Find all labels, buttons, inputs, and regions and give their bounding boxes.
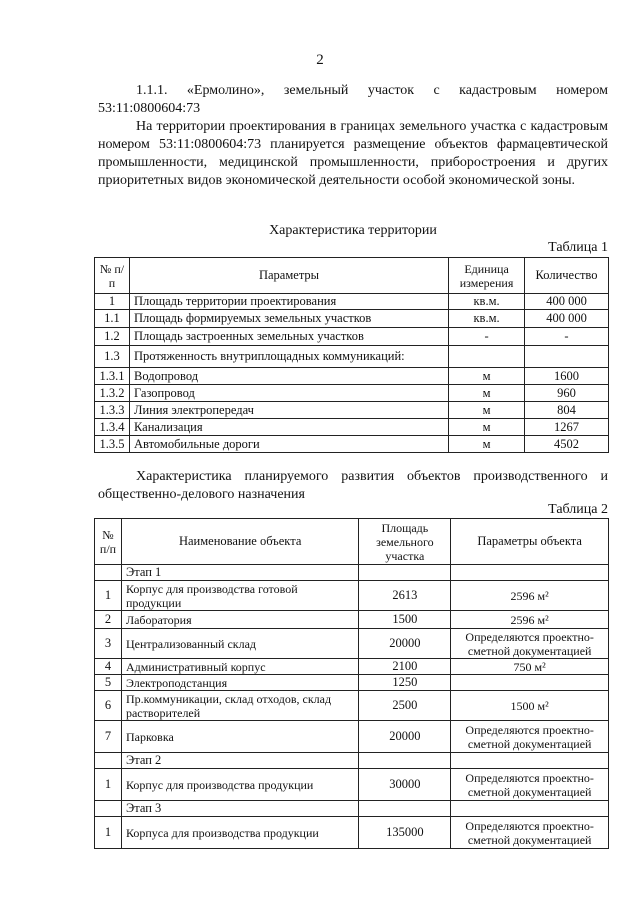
table-row — [95, 769, 609, 801]
row-num: 4 — [95, 659, 122, 675]
header-num: № п/п — [95, 258, 130, 294]
table-row — [95, 691, 609, 721]
row-params: Определяются проектно-сметной документацией — [451, 629, 609, 659]
row-area: 20000 — [359, 721, 451, 753]
stage-row — [95, 565, 609, 581]
row-param: Площадь застроенных земельных участков — [129, 328, 448, 346]
row-param: Автомобильные дороги — [129, 436, 448, 453]
row-qty: 4502 — [525, 436, 609, 453]
row-param: Канализация — [129, 419, 448, 436]
table-row — [95, 328, 609, 346]
row-num: 1.1 — [95, 310, 130, 328]
row-num: 7 — [95, 721, 122, 753]
row-num: 2 — [95, 611, 122, 629]
row-num: 1 — [95, 581, 122, 611]
row-name: Пр.коммуникации, склад отходов, склад растворителей — [121, 691, 358, 721]
stage-empty-cell — [95, 801, 122, 817]
territory-table — [94, 257, 609, 453]
row-param: Линия электропередач — [129, 402, 448, 419]
row-area: 135000 — [359, 817, 451, 849]
row-unit: кв.м. — [449, 294, 525, 310]
row-area: 2613 — [359, 581, 451, 611]
row-num: 5 — [95, 675, 122, 691]
table1-number: Таблица 1 — [548, 240, 608, 255]
row-qty: 804 — [525, 402, 609, 419]
table-row — [95, 310, 609, 328]
row-param: Площадь территории проектирования — [129, 294, 448, 310]
row-unit: м — [449, 368, 525, 385]
stage-row — [95, 753, 609, 769]
table-row — [95, 294, 609, 310]
stage-empty-cell — [359, 801, 451, 817]
row-area: 1500 — [359, 611, 451, 629]
row-qty: 400 000 — [525, 294, 609, 310]
table-row — [95, 385, 609, 402]
row-name: Корпус для производства продукции — [121, 769, 358, 801]
row-num: 1.3 — [95, 346, 130, 368]
row-params: 1500 м² — [451, 691, 609, 721]
development-table — [94, 518, 609, 849]
row-qty: 1267 — [525, 419, 609, 436]
stage-empty-cell — [451, 565, 609, 581]
header-num: № п/п — [95, 519, 122, 565]
table2-caption: Характеристика планируемого развития объектов производственного и общественно-делового назначения — [98, 469, 608, 502]
row-params: Определяются проектно-сметной документацией — [451, 817, 609, 849]
row-num: 1.2 — [95, 328, 130, 346]
row-params: Определяются проектно-сметной документацией — [451, 769, 609, 801]
row-area: 1250 — [359, 675, 451, 691]
row-name: Электроподстанция — [121, 675, 358, 691]
row-num: 1.3.4 — [95, 419, 130, 436]
table-row — [95, 402, 609, 419]
stage-empty-cell — [95, 753, 122, 769]
row-unit: - — [449, 328, 525, 346]
row-area: 2100 — [359, 659, 451, 675]
row-params: 2596 м² — [451, 581, 609, 611]
table-row — [95, 675, 609, 691]
row-name: Корпус для производства готовой продукции — [121, 581, 358, 611]
row-name: Административный корпус — [121, 659, 358, 675]
table-row — [95, 436, 609, 453]
stage-row — [95, 801, 609, 817]
row-num: 1 — [95, 294, 130, 310]
table2-number: Таблица 2 — [548, 502, 608, 517]
row-qty: - — [525, 328, 609, 346]
row-num: 1.3.5 — [95, 436, 130, 453]
stage-label: Этап 3 — [121, 801, 358, 817]
row-unit: м — [449, 436, 525, 453]
row-params: 2596 м² — [451, 611, 609, 629]
stage-empty-cell — [451, 801, 609, 817]
header-qty: Количество — [525, 258, 609, 294]
row-qty: 1600 — [525, 368, 609, 385]
table-row — [95, 368, 609, 385]
row-area: 20000 — [359, 629, 451, 659]
table-row — [95, 346, 609, 368]
row-name: Централизованный склад — [121, 629, 358, 659]
page-number: 2 — [316, 52, 324, 68]
header-param: Параметры — [129, 258, 448, 294]
table-row — [95, 419, 609, 436]
row-name: Лаборатория — [121, 611, 358, 629]
table-row — [95, 817, 609, 849]
stage-label: Этап 2 — [121, 753, 358, 769]
row-qty — [525, 346, 609, 368]
row-params: 750 м² — [451, 659, 609, 675]
row-num: 1 — [95, 769, 122, 801]
row-unit: м — [449, 419, 525, 436]
table-row — [95, 659, 609, 675]
table-row — [95, 721, 609, 753]
row-num: 3 — [95, 629, 122, 659]
row-params: Определяются проектно-сметной документацией — [451, 721, 609, 753]
row-qty: 400 000 — [525, 310, 609, 328]
row-param: Протяженность внутриплощадных коммуникаций: — [129, 346, 448, 368]
paragraph-site-title: 1.1.1. «Ермолино», земельный участок с кадастровым номером 53:11:0800604:73 — [98, 83, 608, 116]
row-area: 30000 — [359, 769, 451, 801]
row-name: Парковка — [121, 721, 358, 753]
header-unit: Единица измерения — [449, 258, 525, 294]
row-unit: м — [449, 402, 525, 419]
header-name: Наименование объекта — [121, 519, 358, 565]
table-row — [95, 581, 609, 611]
stage-empty-cell — [451, 753, 609, 769]
table-row — [95, 611, 609, 629]
row-params — [451, 675, 609, 691]
stage-empty-cell — [359, 753, 451, 769]
table1-caption: Характеристика территории — [269, 223, 437, 238]
header-area: Площадь земельного участка — [359, 519, 451, 565]
row-qty: 960 — [525, 385, 609, 402]
row-num: 1.3.1 — [95, 368, 130, 385]
paragraph-site-description: На территории проектирования в границах земельного участка с кадастровым номером 53:11:0800604:73 планируется размещение объектов фармацевтической промышленности, медицинской промышленности, приборостроения и других приоритетных видов экономической деятельности особой экономической зоны. — [98, 119, 608, 188]
row-unit: кв.м. — [449, 310, 525, 328]
stage-empty-cell — [95, 565, 122, 581]
row-param: Водопровод — [129, 368, 448, 385]
stage-label: Этап 1 — [121, 565, 358, 581]
row-num: 1.3.3 — [95, 402, 130, 419]
header-params: Параметры объекта — [451, 519, 609, 565]
table-row — [95, 629, 609, 659]
row-num: 1.3.2 — [95, 385, 130, 402]
row-unit — [449, 346, 525, 368]
row-param: Газопровод — [129, 385, 448, 402]
row-unit: м — [449, 385, 525, 402]
row-param: Площадь формируемых земельных участков — [129, 310, 448, 328]
row-num: 1 — [95, 817, 122, 849]
row-num: 6 — [95, 691, 122, 721]
row-name: Корпуса для производства продукции — [121, 817, 358, 849]
stage-empty-cell — [359, 565, 451, 581]
row-area: 2500 — [359, 691, 451, 721]
